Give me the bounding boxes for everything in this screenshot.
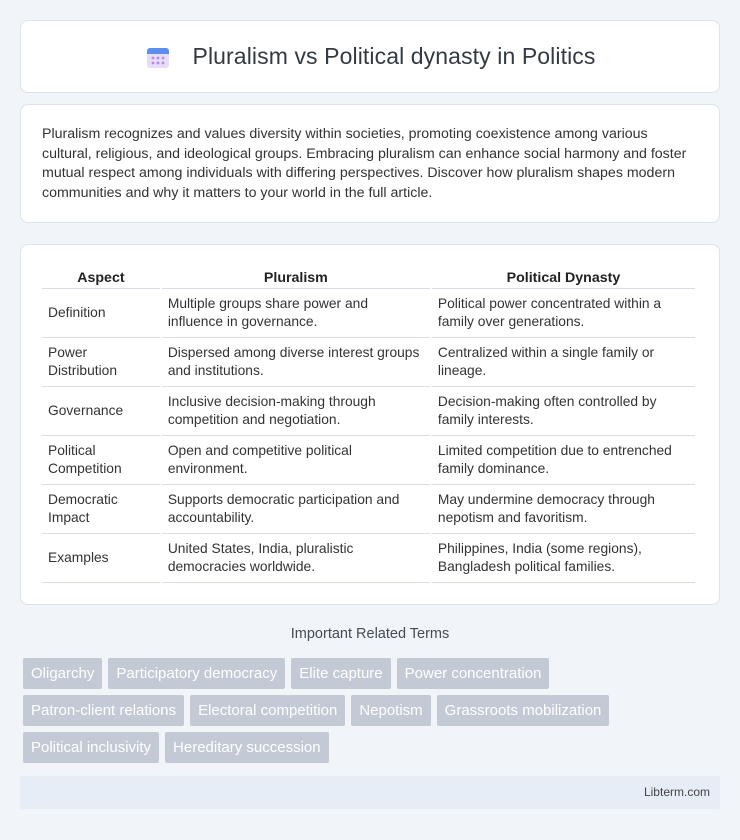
tag-oligarchy[interactable]: Oligarchy xyxy=(23,658,102,689)
tag-row xyxy=(23,695,723,726)
table-header-row xyxy=(42,267,695,289)
intro-paragraph: Pluralism recognizes and values diversity within societies, promoting coexistence among various cultural, religious, and ideological groups. Embracing pluralism can enhance social harmony and foster mutual respect among individuals with differing perspectives. Discover how pluralism shapes modern communities and why it matters to your world in the full article. xyxy=(42,126,687,201)
header-aspect: Aspect xyxy=(42,267,160,289)
row-aspect: Democratic Impact xyxy=(42,485,160,534)
row-aspect: Governance xyxy=(42,387,160,436)
tag-participatory-democracy[interactable]: Participatory democracy xyxy=(108,658,285,689)
related-terms-heading: Important Related Terms xyxy=(290,626,450,642)
tag-nepotism[interactable]: Nepotism xyxy=(351,695,430,726)
tag-grassroots-mobilization[interactable]: Grassroots mobilization xyxy=(437,695,610,726)
table-row xyxy=(42,436,695,485)
table-row xyxy=(42,338,695,387)
tag-power-concentration[interactable]: Power concentration xyxy=(397,658,550,689)
row-aspect: Definition xyxy=(42,289,160,338)
table-row xyxy=(42,387,695,436)
row-pluralism: Dispersed among diverse interest groups and institutions. xyxy=(162,338,430,387)
row-dynasty: Political power concentrated within a family over generations. xyxy=(432,289,695,338)
row-aspect: Examples xyxy=(42,534,160,583)
row-dynasty: Philippines, India (some regions), Bangladesh political families. xyxy=(432,534,695,583)
header-political-dynasty: Political Dynasty xyxy=(432,267,695,289)
row-pluralism: United States, India, pluralistic democracies worldwide. xyxy=(162,534,430,583)
footer-brand[interactable]: Libterm.com xyxy=(643,785,710,799)
tag-electoral-competition[interactable]: Electoral competition xyxy=(190,695,345,726)
tag-elite-capture[interactable]: Elite capture xyxy=(291,658,390,689)
tag-patron-client-relations[interactable]: Patron-client relations xyxy=(23,695,184,726)
row-dynasty: Decision-making often controlled by family interests. xyxy=(432,387,695,436)
table-row xyxy=(42,485,695,534)
row-pluralism: Supports democratic participation and accountability. xyxy=(162,485,430,534)
row-pluralism: Multiple groups share power and influence in governance. xyxy=(162,289,430,338)
tag-row xyxy=(23,658,723,689)
table-row xyxy=(42,534,695,583)
calendar-icon xyxy=(145,44,171,70)
related-terms-list xyxy=(23,658,723,769)
footer xyxy=(20,776,720,809)
tag-political-inclusivity[interactable]: Political inclusivity xyxy=(23,732,159,763)
row-aspect: Political Competition xyxy=(42,436,160,485)
page-title: Pluralism vs Political dynasty in Politics xyxy=(192,43,596,69)
comparison-card xyxy=(20,244,720,605)
tag-hereditary-succession[interactable]: Hereditary succession xyxy=(165,732,329,763)
header-pluralism: Pluralism xyxy=(162,267,430,289)
comparison-table xyxy=(40,267,697,583)
table-row xyxy=(42,289,695,338)
row-pluralism: Open and competitive political environment. xyxy=(162,436,430,485)
row-pluralism: Inclusive decision-making through competition and negotiation. xyxy=(162,387,430,436)
row-dynasty: Limited competition due to entrenched family dominance. xyxy=(432,436,695,485)
tag-row xyxy=(23,732,723,763)
intro-card xyxy=(20,104,720,223)
row-dynasty: Centralized within a single family or lineage. xyxy=(432,338,695,387)
row-dynasty: May undermine democracy through nepotism and favoritism. xyxy=(432,485,695,534)
row-aspect: Power Distribution xyxy=(42,338,160,387)
title-card xyxy=(20,20,720,93)
